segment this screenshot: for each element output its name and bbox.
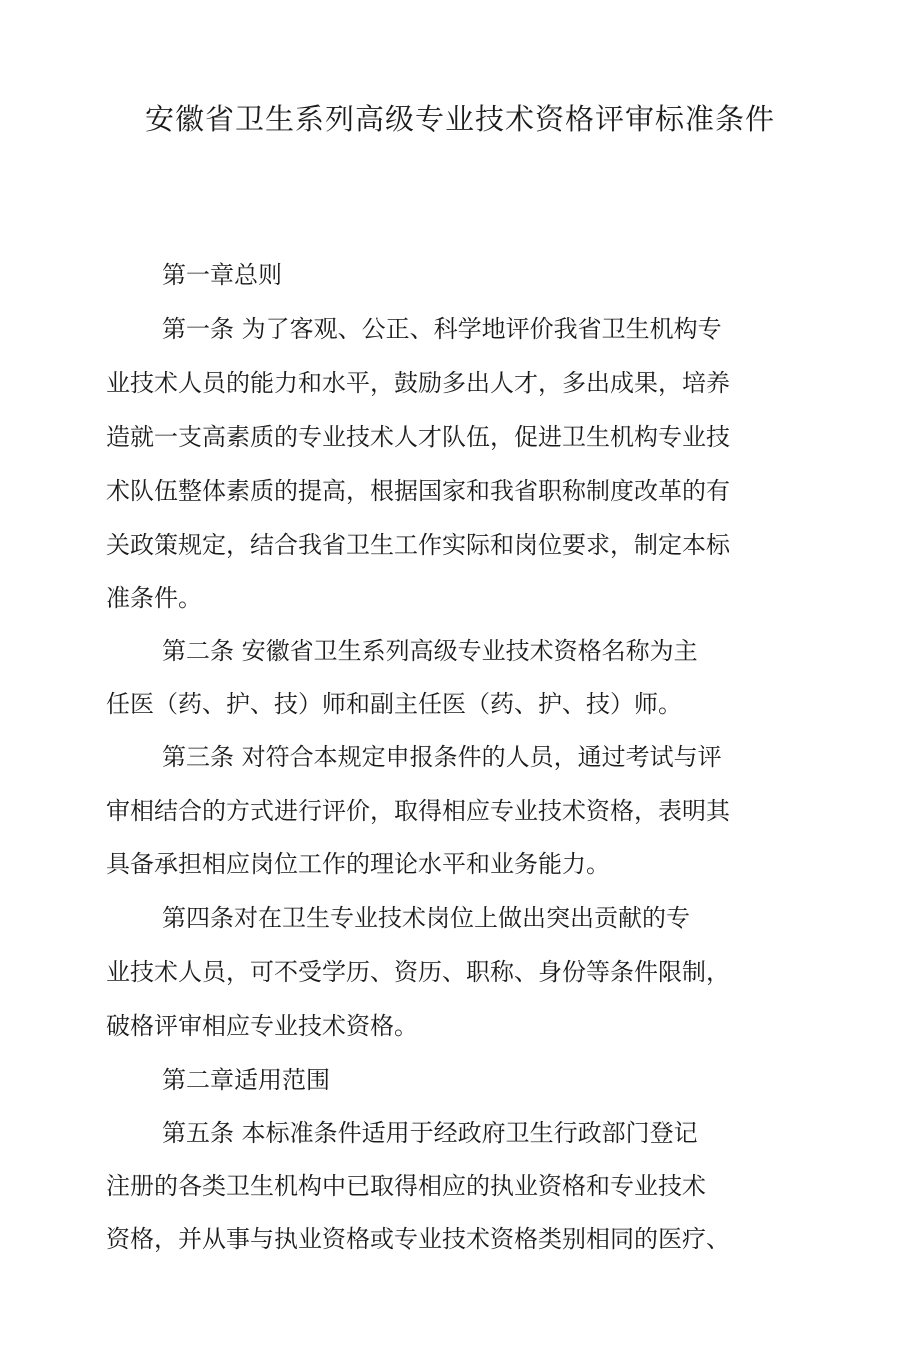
article-3-line: 具备承担相应岗位工作的理论水平和业务能力。 [106,850,610,878]
article-4-line: 第四条对在卫生专业技术岗位上做出突出贡献的专 [162,904,690,932]
article-2-line: 任医（药、护、技）师和副主任医（药、护、技）师。 [106,690,682,718]
article-4-line: 业技术人员，可不受学历、资历、职称、身份等条件限制， [106,958,730,986]
document-title: 安徽省卫生系列高级专业技术资格评审标准条件 [144,102,775,136]
article-4-line: 破格评审相应专业技术资格。 [106,1012,418,1040]
article-3-line: 审相结合的方式进行评价，取得相应专业技术资格，表明其 [106,797,730,825]
article-1-line: 第一条 为了客观、公正、科学地评价我省卫生机构专 [162,315,722,343]
article-1-line: 术队伍整体素质的提高，根据国家和我省职称制度改革的有 [106,477,730,505]
article-1-line: 业技术人员的能力和水平，鼓励多出人才，多出成果，培养 [106,369,730,397]
article-5-line: 注册的各类卫生机构中已取得相应的执业资格和专业技术 [106,1172,706,1200]
article-1-line: 造就一支高素质的专业技术人才队伍，促进卫生机构专业技 [106,423,730,451]
article-5-line: 第五条 本标准条件适用于经政府卫生行政部门登记 [162,1119,698,1147]
article-1-line: 关政策规定，结合我省卫生工作实际和岗位要求，制定本标 [106,531,730,559]
article-3-line: 第三条 对符合本规定申报条件的人员，通过考试与评 [162,743,722,771]
article-2-line: 第二条 安徽省卫生系列高级专业技术资格名称为主 [162,637,698,665]
chapter-2-heading: 第二章适用范围 [162,1066,330,1094]
article-1-line: 准条件。 [106,584,202,612]
article-5-line: 资格，并从事与执业资格或专业技术资格类别相同的医疗、 [106,1225,730,1253]
chapter-1-heading: 第一章总则 [162,261,282,289]
